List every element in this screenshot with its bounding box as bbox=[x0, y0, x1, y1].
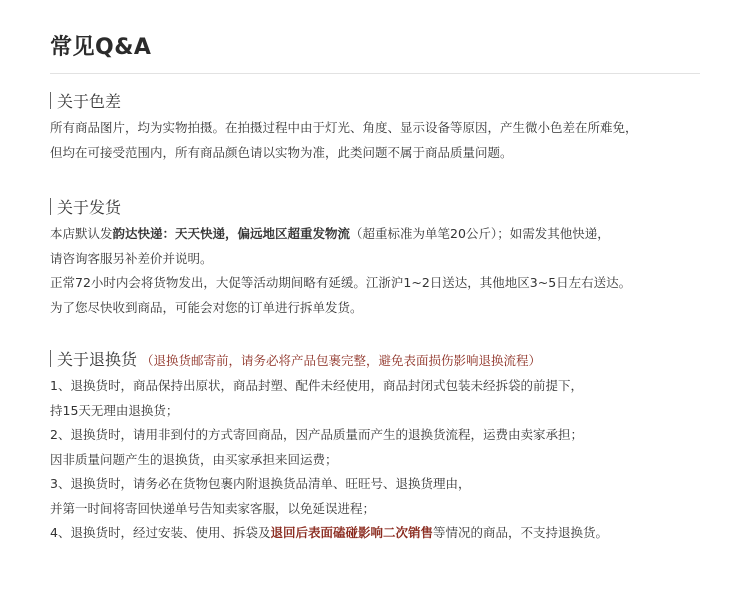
section-heading bbox=[50, 196, 740, 220]
heading-bar bbox=[50, 198, 51, 215]
text-line: 但均在可接受范围内，所有商品颜色请以实物为准，此类问题不属于商品质量问题。 bbox=[50, 144, 513, 160]
text-line: 3、退换货时，请务必在货物包裹内附退换货品清单、旺旺号、退换货理由， bbox=[50, 476, 471, 491]
text-segment: （超重标准为单笔20公斤）；如需发其他快递， bbox=[350, 226, 610, 241]
section-heading bbox=[50, 348, 740, 372]
text-segment: 等情况的商品，不支持退换货。 bbox=[432, 525, 608, 540]
page-title: 常见Q&A bbox=[50, 35, 152, 60]
text-line bbox=[50, 521, 740, 546]
text-segment: 4、退换货时，经过安装、使用、拆袋及 bbox=[50, 525, 271, 540]
text-line: 1、退换货时，商品保持出原状，商品封塑、配件未经使用，商品封闭式包装未经拆袋的前提下， bbox=[50, 378, 583, 393]
text-line: 所有商品图片，均为实物拍摄。在拍摄过程中由于灯光、角度、显示设备等原因，产生微小色差在所难免， bbox=[50, 120, 638, 135]
section-shipping bbox=[50, 196, 740, 320]
text-line: 为了您尽快收到商品，可能会对您的订单进行拆单发货。 bbox=[50, 299, 363, 315]
return-note: （退换货邮寄前，请务必将产品包裹完整，避免表面损伤影响退换流程） bbox=[141, 353, 542, 368]
text-line: 因非质量问题产生的退换货，由买家承担来回运费； bbox=[50, 451, 338, 467]
section-color-difference bbox=[50, 90, 740, 165]
heading-text: 关于色差 bbox=[57, 92, 122, 111]
heading-text: 关于发货 bbox=[57, 198, 122, 217]
damage-highlight: 退回后表面磕碰影响二次销售 bbox=[270, 525, 433, 540]
text-line: 2、退换货时，请用非到付的方式寄回商品，因产品质量而产生的退换货流程，运费由卖家承担； bbox=[50, 427, 583, 442]
heading-bar bbox=[50, 92, 51, 109]
text-segment: 本店默认发 bbox=[50, 226, 113, 241]
title-divider bbox=[50, 73, 700, 74]
text-line: 并第一时间将寄回快递单号告知卖家客服，以免延误进程； bbox=[50, 500, 376, 516]
text-line: 请咨询客服另补差价并说明。 bbox=[50, 250, 213, 266]
section-heading bbox=[50, 90, 740, 114]
text-line: 正常72小时内会将货物发出，大促等活动期间略有延缓。江浙沪1~2日送达，其他地区3~5日左右送达。 bbox=[50, 275, 632, 290]
text-line bbox=[50, 222, 740, 247]
section-returns bbox=[50, 348, 740, 546]
courier-highlight: 韵达快递：天天快递，偏远地区超重发物流 bbox=[112, 226, 351, 241]
heading-text: 关于退换货 bbox=[57, 350, 138, 369]
text-line: 持15天无理由退换货； bbox=[50, 402, 179, 418]
heading-bar bbox=[50, 350, 51, 367]
